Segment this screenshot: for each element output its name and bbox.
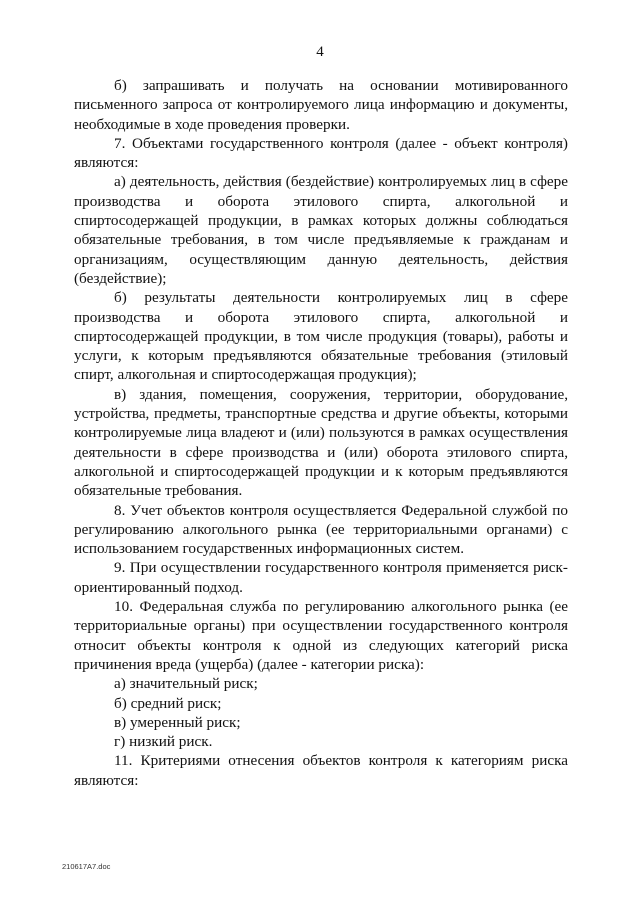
page-number: 4 [316, 44, 324, 60]
paragraph: б) запрашивать и получать на основании мотивированного письменного запроса от контролируемого лица информацию и документы, необходимые в ходе проведения проверки. [74, 77, 568, 133]
paragraph: 10. Федеральная служба по регулированию алкогольного рынка (ее территориальные органы) при осуществлении государственного контроля относит объекты контроля к одной из следующих категорий риска причинения вреда (ущерба) (далее - категории риска): [74, 598, 568, 673]
file-name-footer: 210617A7.doc [62, 862, 111, 871]
paragraph: 11. Критериями отнесения объектов контроля к категориям риска являются: [74, 752, 568, 789]
document-body [74, 76, 568, 790]
paragraph: в) умеренный риск; [114, 713, 241, 731]
paragraph: г) низкий риск. [114, 733, 213, 751]
paragraph: 7. Объектами государственного контроля (далее - объект контроля) являются: [74, 134, 568, 172]
paragraph: в) здания, помещения, сооружения, территории, оборудование, устройства, предметы, транспортные средства и другие объекты, которыми контролируемые лица владеют и (или) пользуются в рамках осуществления деятельности в сфере производства и (или) оборота этилового спирта, алкогольной и спиртосодержащей продукции и к которым предъявляются обязательные требования. [74, 385, 568, 500]
paragraph: а) деятельность, действия (бездействие) контролируемых лиц в сфере производства и оборота этилового спирта, алкогольной и спиртосодержащей продукции, в рамках которых должны соблюдаться обязательные требования, в том числе предъявляемые к гражданам и организациям, осуществляющим данную деятельность, действия (бездействие); [74, 173, 568, 287]
paragraph: 8. Учет объектов контроля осуществляется Федеральной службой по регулированию алкогольного рынка (ее территориальными органами) с использованием государственных информационных систем. [74, 501, 568, 558]
paragraph: б) средний риск; [114, 694, 222, 712]
paragraph: а) значительный риск; [114, 675, 258, 693]
paragraph: б) результаты деятельности контролируемых лиц в сфере производства и оборота этилового спирта, алкогольной и спиртосодержащей продукции, в том числе продукция (товары), работы и услуги, к которым предъявляются обязательные требования (этиловый спирт, алкогольная и спиртосодержащая продукция); [74, 289, 568, 384]
paragraph: 9. При осуществлении государственного контроля применяется риск-ориентированный подход. [74, 559, 568, 596]
